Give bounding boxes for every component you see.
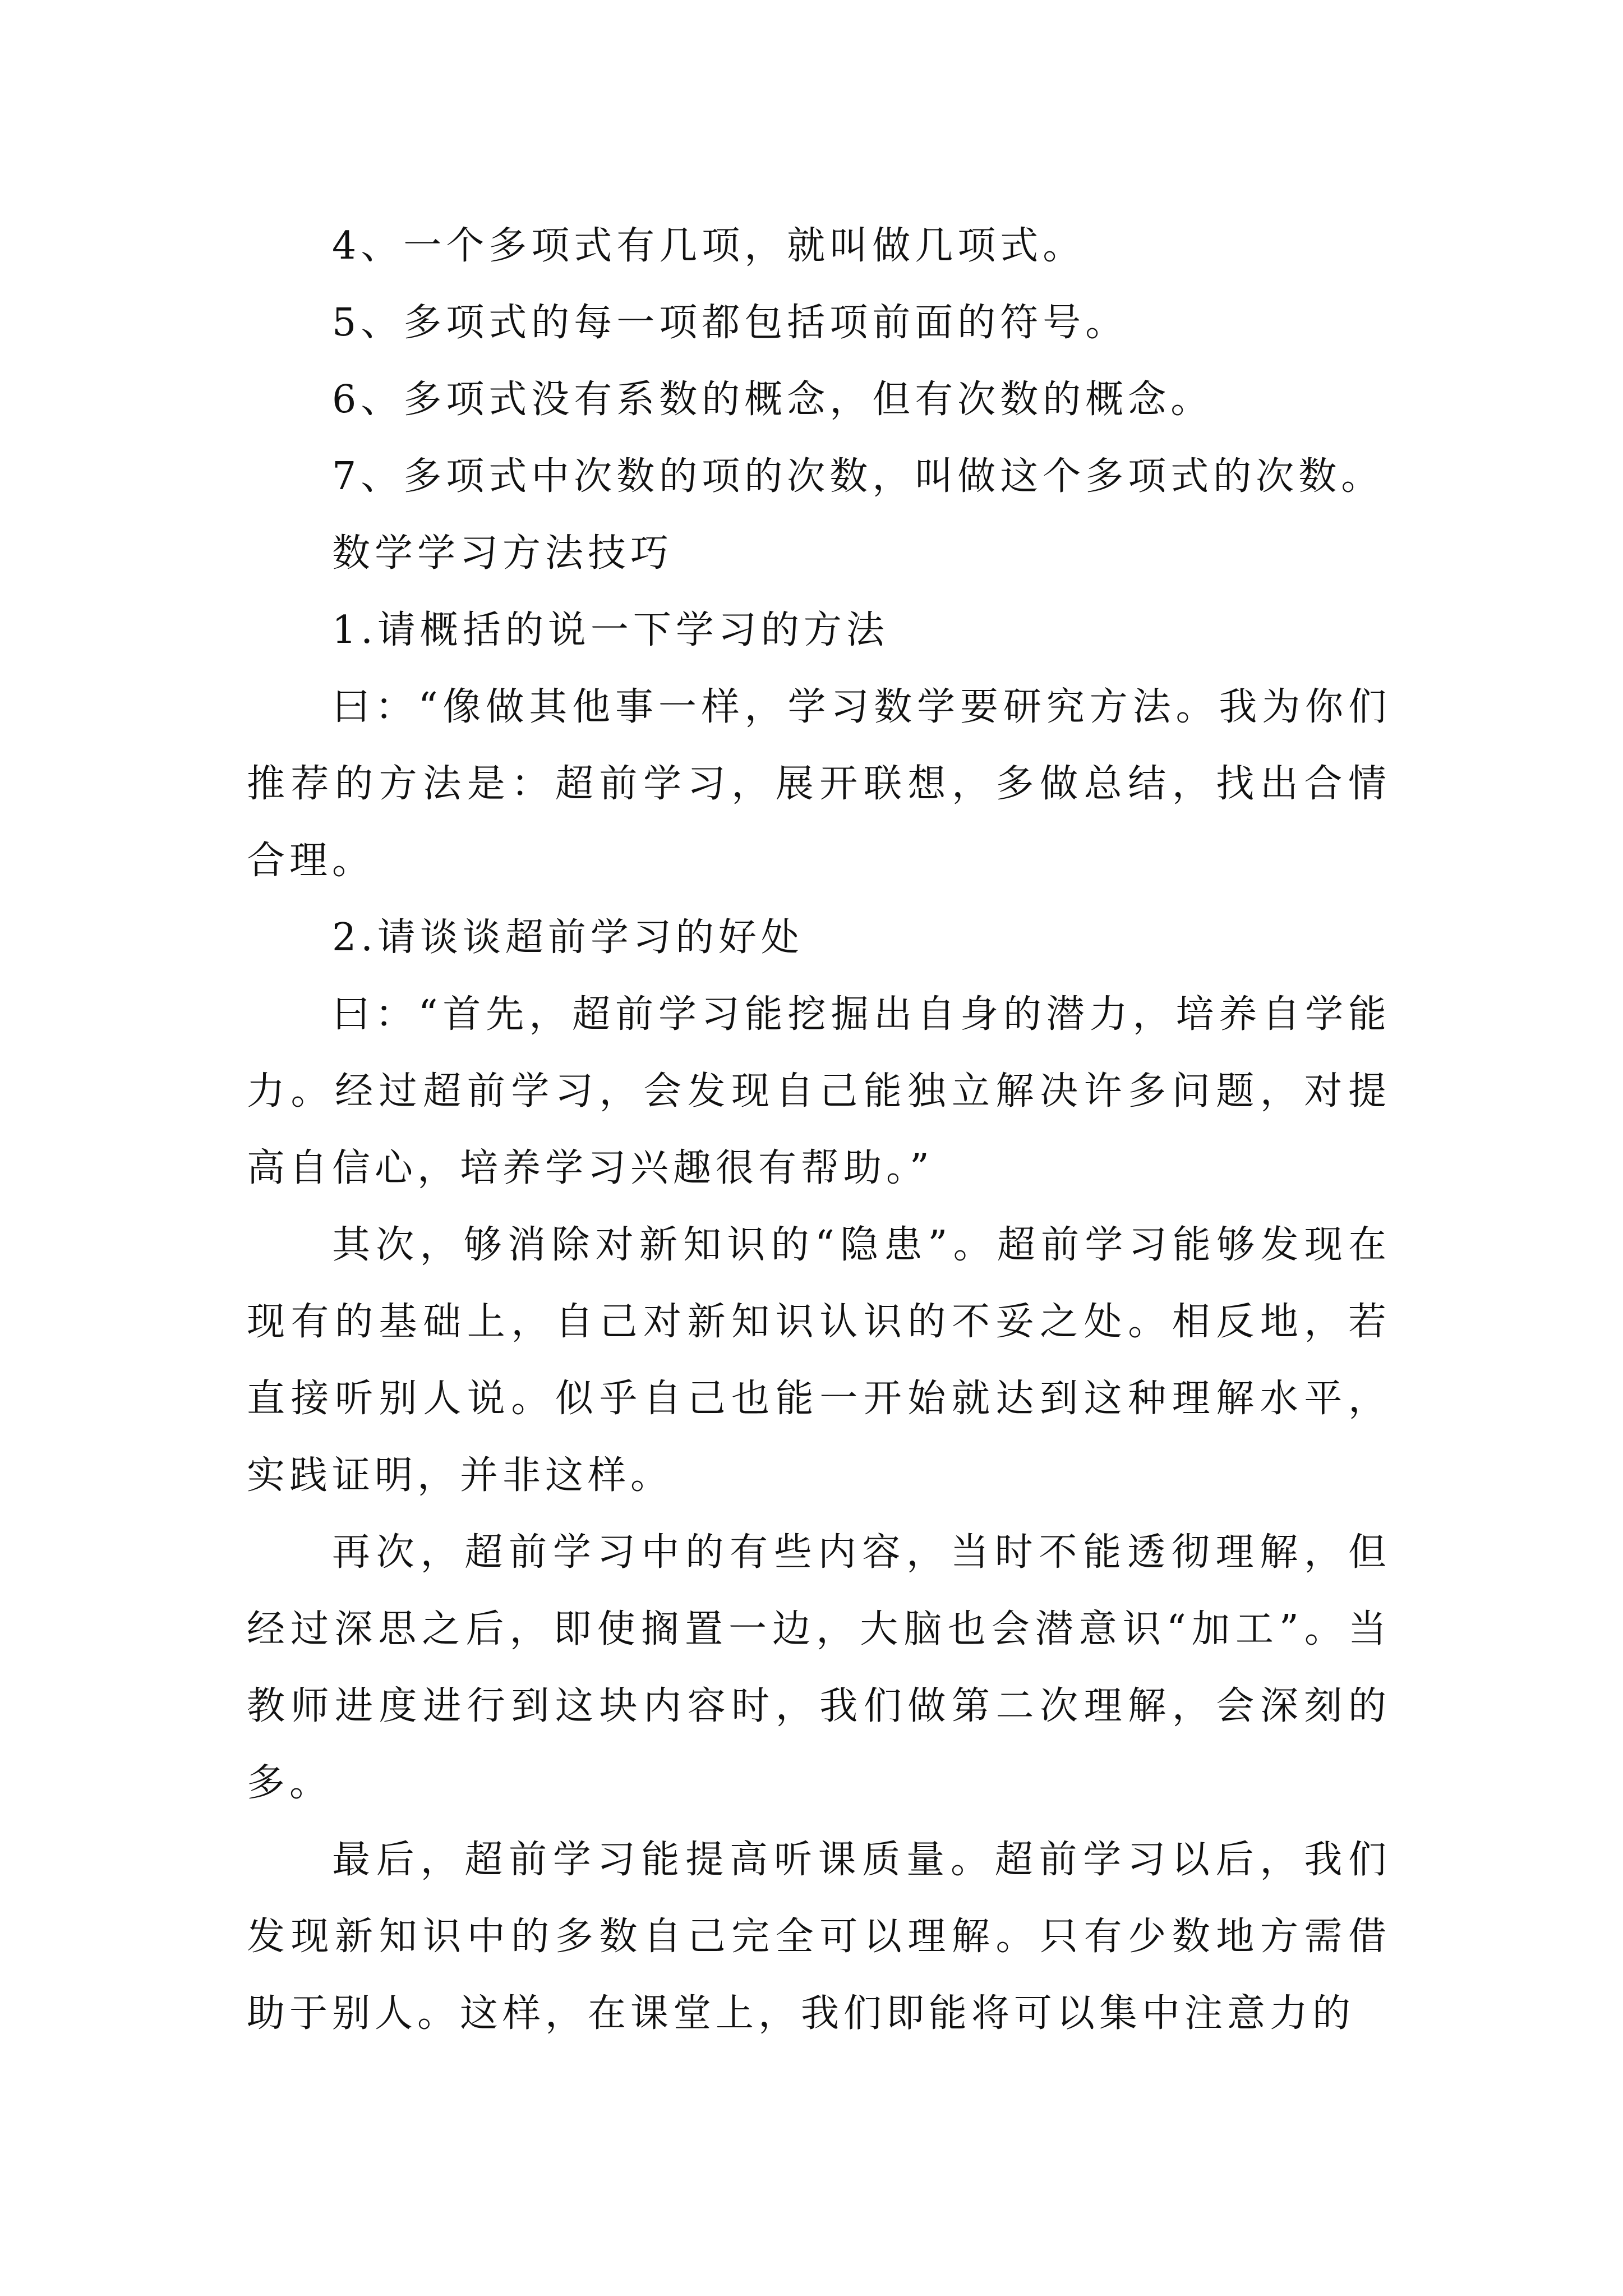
answer-1: 曰：“像做其他事一样，学习数学要研究方法。我为你们推荐的方法是：超前学习，展开联想，多做总结，找出合情合理。 xyxy=(247,685,1391,883)
paragraph-item-4: 4、一个多项式有几项，就叫做几项式。 xyxy=(332,224,1086,268)
section-heading: 数学学习方法技巧 xyxy=(332,531,674,576)
paragraph-item-6: 6、多项式没有系数的概念，但有次数的概念。 xyxy=(332,378,1214,422)
document-body xyxy=(247,208,1391,2052)
answer-2-second: 其次，够消除对新知识的“隐患”。超前学习能够发现在现有的基础上，自己对新知识认识的不妥之处。相反地，若直接听别人说。似乎自己也能一开始就达到这种理解水平，实践证明，并非这样。 xyxy=(247,1223,1391,1498)
paragraph-item-7: 7、多项式中次数的项的次数，叫做这个多项式的次数。 xyxy=(332,454,1384,499)
answer-2-last: 最后，超前学习能提高听课质量。超前学习以后，我们发现新知识中的多数自己完全可以理解。只有少数地方需借助于别人。这样，在课堂上，我们即能将可以集中注意力的 xyxy=(247,1838,1391,2036)
question-1: 1.请概括的说一下学习的方法 xyxy=(332,608,889,652)
question-2: 2.请谈谈超前学习的好处 xyxy=(332,915,804,960)
answer-2-first: 曰：“首先，超前学习能挖掘出自身的潜力，培养自学能力。经过超前学习，会发现自己能独立解决许多问题，对提高自信心，培养学习兴趣很有帮助。” xyxy=(247,992,1391,1190)
answer-2-third: 再次，超前学习中的有些内容，当时不能透彻理解，但经过深思之后，即使搁置一边，大脑也会潜意识“加工”。当教师进度进行到这块内容时，我们做第二次理解，会深刻的多。 xyxy=(247,1530,1391,1805)
paragraph-item-5: 5、多项式的每一项都包括项前面的符号。 xyxy=(332,301,1128,345)
